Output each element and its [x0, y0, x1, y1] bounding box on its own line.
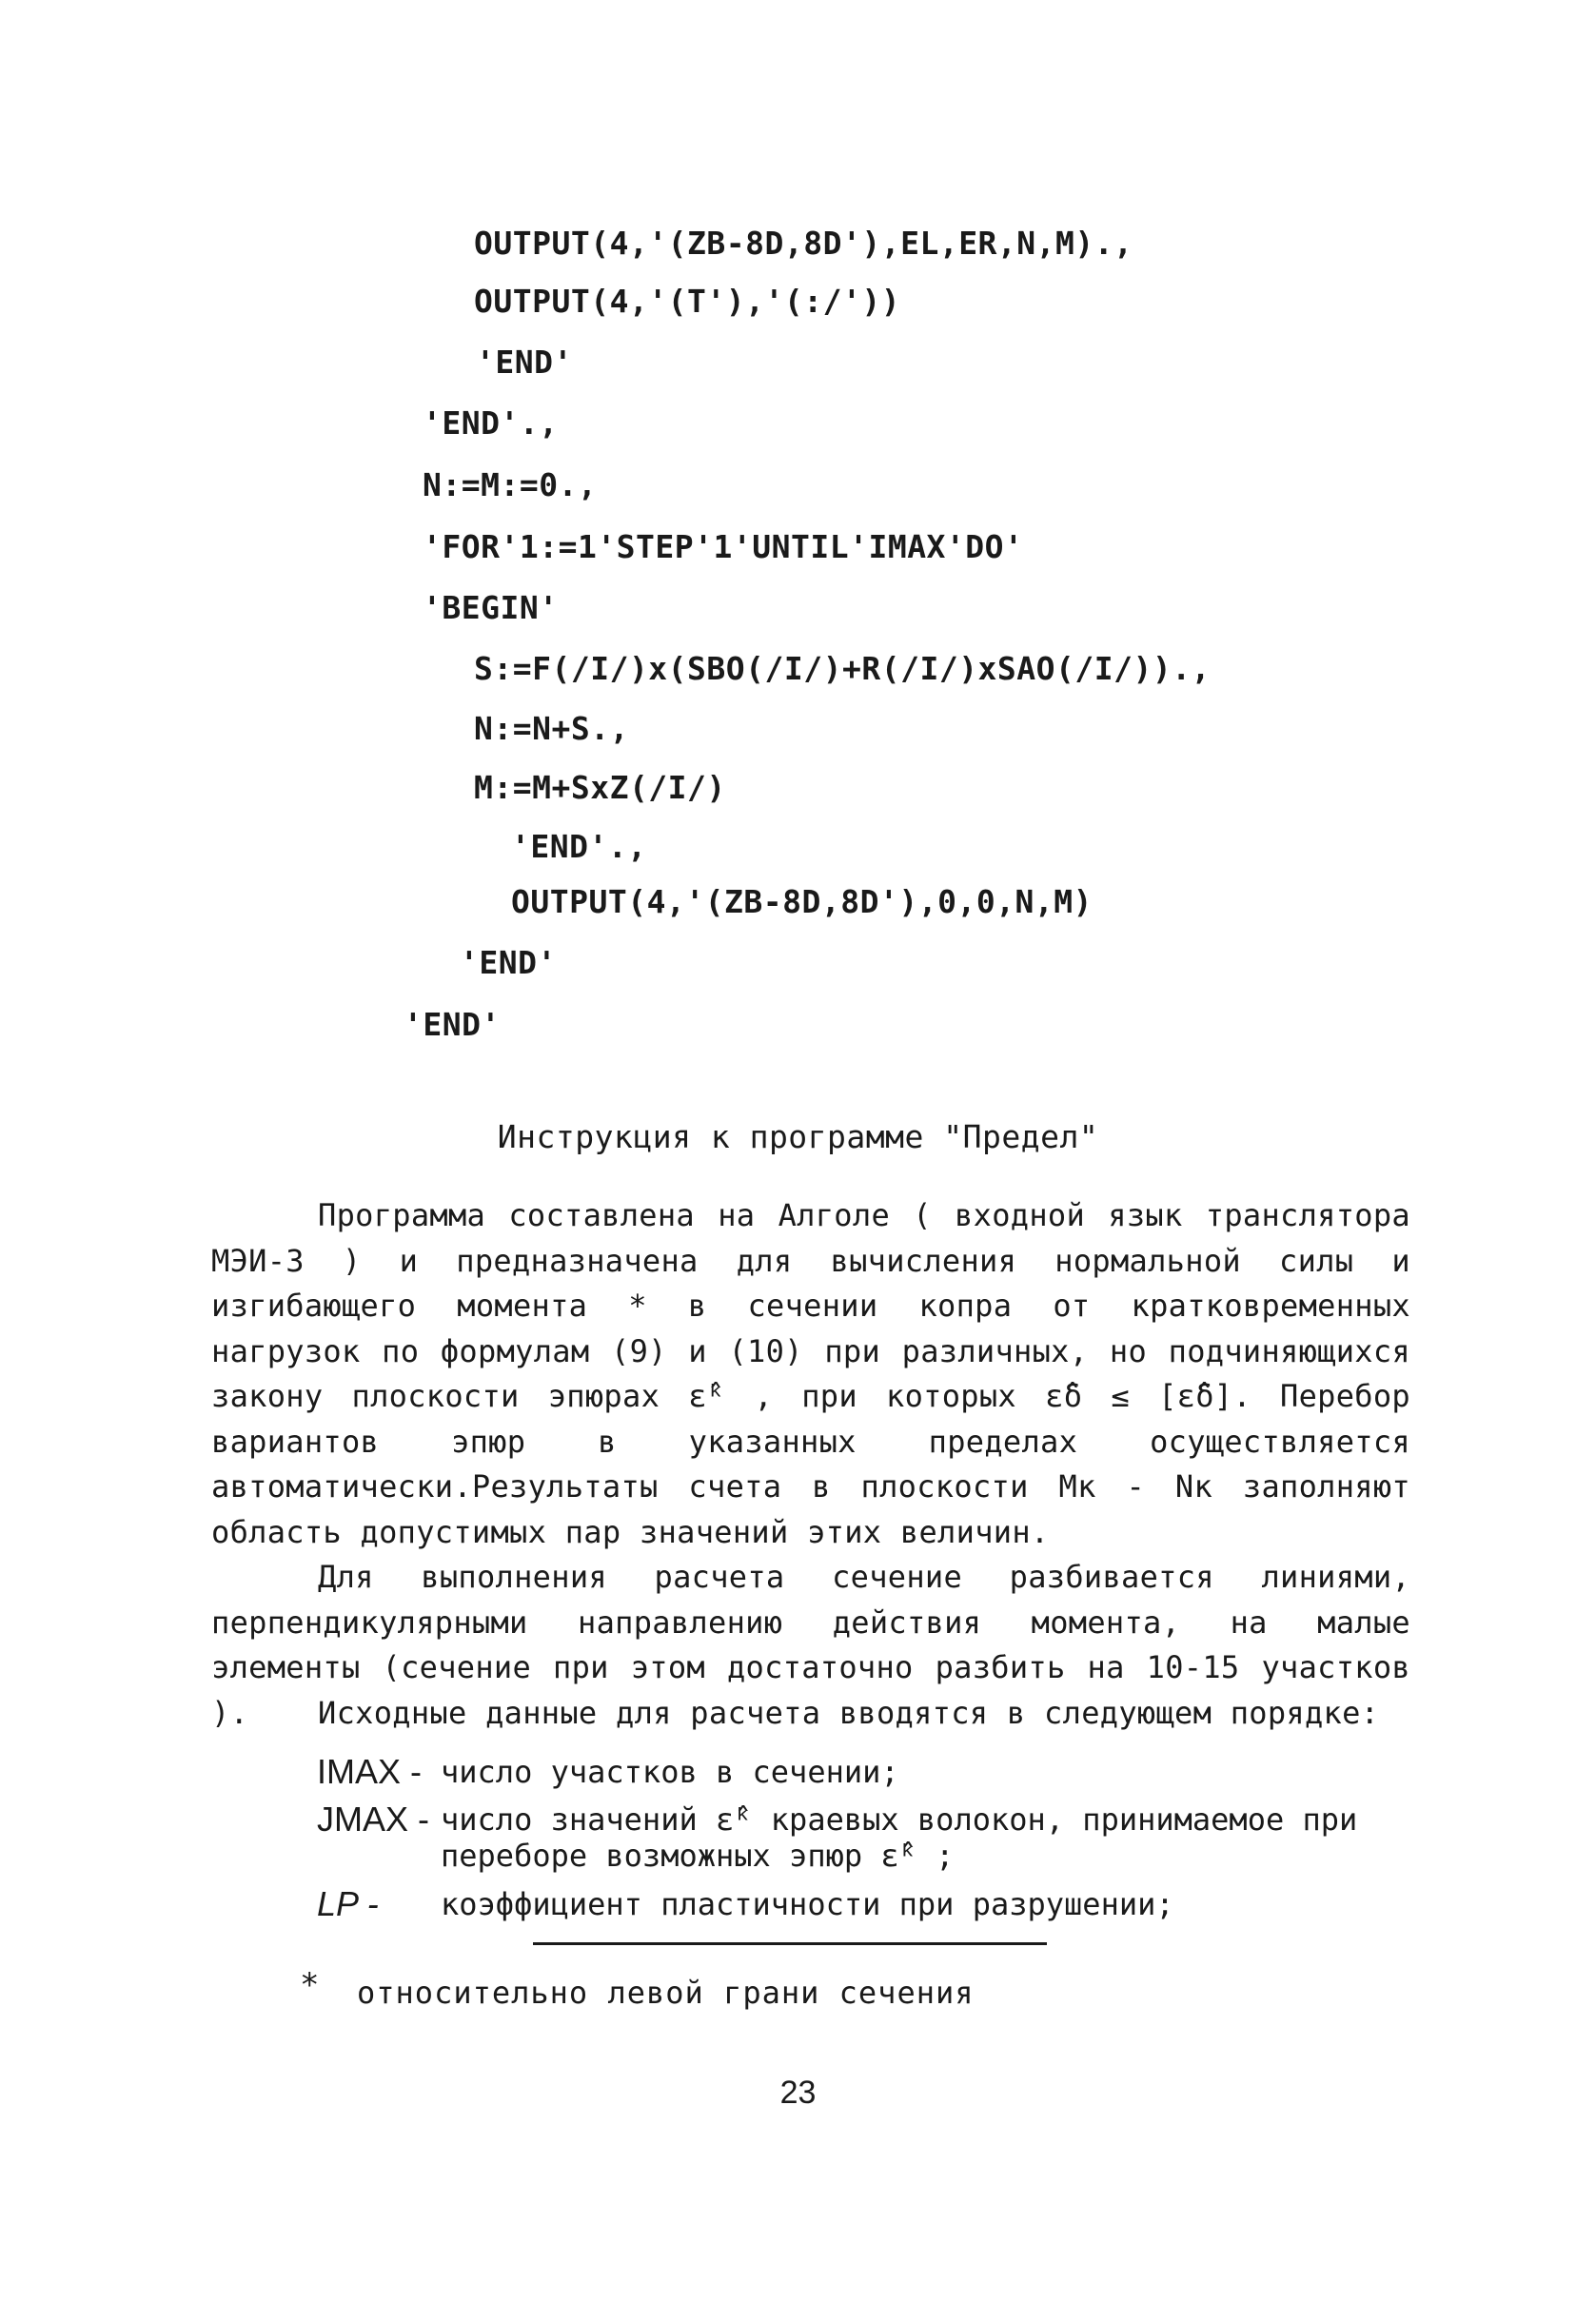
definition-term: JMAX -: [317, 1800, 430, 1839]
code-line: OUTPUT(4,'(ZB-8D,8D'),EL,ER,N,M).,: [474, 225, 1133, 262]
paragraph-text: Исходные данные для расчета вводятся в следующем порядке:: [318, 1695, 1380, 1731]
paragraph-text: Для выполнения расчета сечение разбивается линиями, перпендикулярными направлению действия момента, на малые элементы (сечение при этом достаточно разбить на 10-15 участков ).: [211, 1559, 1410, 1731]
code-line: 'END': [404, 1006, 501, 1043]
code-line: S:=F(/I/)x(SBO(/I/)+R(/I/)xSAO(/I/)).,: [474, 650, 1211, 687]
code-line: 'END'.,: [423, 404, 559, 442]
paragraph: [211, 1691, 1410, 1737]
code-line: N:=M:=0.,: [423, 466, 598, 503]
code-line: 'END'.,: [511, 828, 647, 865]
code-line: OUTPUT(4,'(ZB-8D,8D'),0,0,N,M): [511, 883, 1094, 920]
footnote-mark: *: [300, 1966, 320, 2004]
definition-item: [317, 1754, 1440, 1792]
code-line: N:=N+S.,: [474, 710, 629, 747]
paragraph: [211, 1193, 1410, 1555]
footnote-text: относительно левой грани сечения: [357, 1975, 975, 2011]
definition-text: коэффициент пластичности при разрушении;: [441, 1886, 1174, 1922]
code-line: M:=M+SxZ(/I/): [474, 769, 726, 806]
section-heading: Инструкция к программе "Предел": [497, 1118, 1099, 1155]
footnote-divider: [533, 1942, 1047, 1945]
definition-item: [317, 1886, 1440, 1924]
paragraph-text: Программа составлена на Алголе ( входной язык транслятора МЭИ-3 ) и предназначена для вычисления нормальной силы и изгибающего момента * в сечении копра от кратковременных нагрузок по формулам (9) и (10) при различных, но подчиняющихся закону плоскости эпюрах ε̂ᵏ , при которых ε̂δ ≤ [ε̂δ]. Перебор вариантов эпюр в указанных пределах осуществляется автоматически.Результаты счета в плоскости Mк - Nк заполняют область допустимых пар значений этих величин.: [211, 1197, 1410, 1550]
page-number: 23: [779, 2075, 817, 2111]
code-line: OUTPUT(4,'(T'),'(:/')): [474, 283, 901, 320]
code-line: 'BEGIN': [423, 589, 559, 626]
definition-text: число участков в сечении;: [441, 1754, 899, 1790]
definition-term: IMAX -: [317, 1752, 423, 1791]
code-line: 'END': [476, 344, 573, 381]
definition-text: число значений ε̂ᵏ краевых волокон, принимаемое при переборе возможных эпюр ε̂ᵏ ;: [441, 1801, 1358, 1874]
code-line: 'END': [460, 944, 557, 981]
code-line: 'FOR'1:=1'STEP'1'UNTIL'IMAX'DO': [423, 528, 1024, 565]
definition-term: LP -: [317, 1884, 379, 1923]
definition-item: [317, 1801, 1440, 1878]
